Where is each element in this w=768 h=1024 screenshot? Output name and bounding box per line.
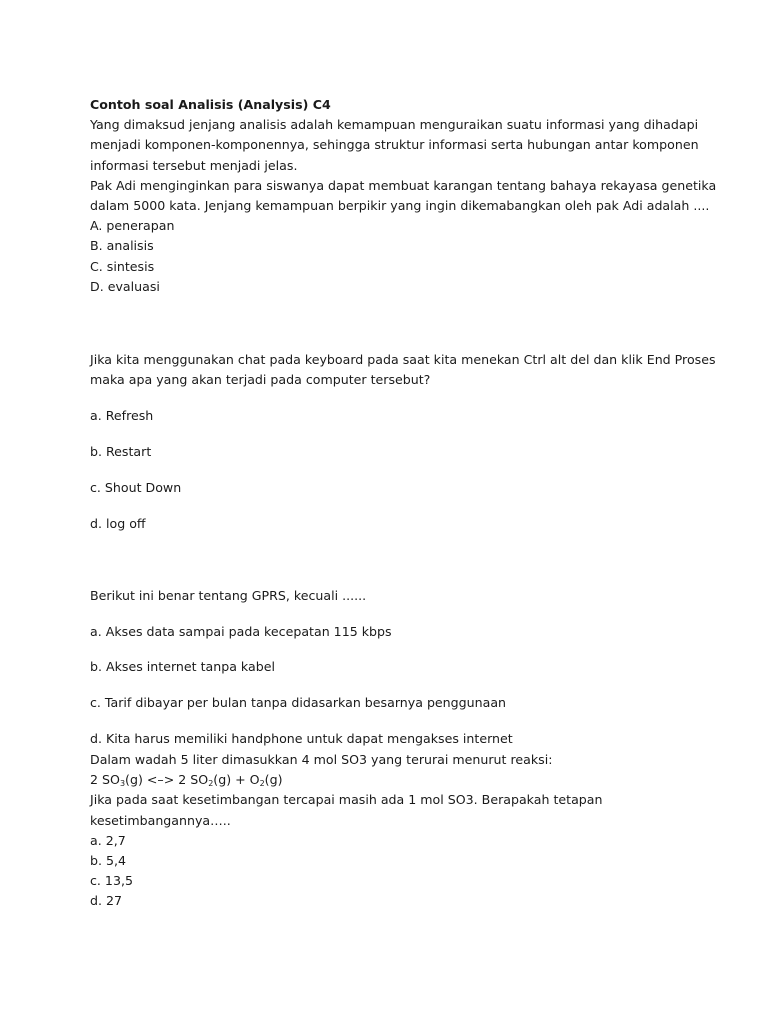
- answer-option: d. log off: [90, 516, 146, 531]
- definition-line: menjadi komponen-komponennya, sehingga struktur informasi serta hubungan antar komponen: [90, 137, 699, 153]
- question-line: Pak Adi menginginkan para siswanya dapat membuat karangan tentang bahaya rekayasa genetika: [90, 177, 717, 193]
- question-2: [90, 350, 716, 390]
- answer-option: b. Akses internet tanpa kabel: [90, 659, 275, 674]
- reaction-part: (g) <–> 2 SO: [125, 772, 209, 788]
- chemical-reaction: [90, 770, 690, 790]
- question-1: [90, 95, 717, 297]
- answer-option: b. 5,4: [90, 853, 127, 869]
- answer-option: a. Akses data sampai pada kecepatan 115 kbps: [90, 624, 392, 639]
- answer-option: d. Kita harus memiliki handphone untuk dapat mengakses internet: [90, 731, 513, 746]
- answer-option: c. 13,5: [90, 873, 133, 889]
- reaction-part: (g) + O: [213, 772, 260, 788]
- answer-option: a. 2,7: [90, 832, 126, 848]
- question-line: Berikut ini benar tentang GPRS, kecuali ......: [90, 588, 367, 603]
- answer-option: C. sintesis: [90, 258, 155, 274]
- answer-option: d. 27: [90, 893, 123, 909]
- section-title: Contoh soal Analisis (Analysis) C4: [90, 97, 331, 112]
- question-line: maka apa yang akan terjadi pada computer tersebut?: [90, 372, 431, 388]
- answer-option: c. Tarif dibayar per bulan tanpa didasarkan besarnya penggunaan: [90, 695, 507, 710]
- answer-option: D. evaluasi: [90, 278, 160, 294]
- answer-option: B. analisis: [90, 238, 154, 254]
- reaction-part: (g): [264, 772, 283, 788]
- answer-option: A. penerapan: [90, 218, 175, 234]
- question-intro: Dalam wadah 5 liter dimasukkan 4 mol SO3 yang terurai menurut reaksi:: [90, 752, 553, 767]
- answer-option: c. Shout Down: [90, 480, 182, 495]
- question-4: [90, 750, 690, 912]
- answer-option: b. Restart: [90, 444, 152, 459]
- question-line: Jika kita menggunakan chat pada keyboard pada saat kita menekan Ctrl alt del dan klik End Proses: [90, 352, 716, 367]
- question-line: kesetimbangannya…..: [90, 812, 231, 828]
- answer-option: a. Refresh: [90, 408, 154, 423]
- subscript: 2: [259, 779, 265, 789]
- subscript: 3: [119, 779, 126, 789]
- question-line: dalam 5000 kata. Jenjang kemampuan berpikir yang ingin dikemabangkan oleh pak Adi adalah ....: [90, 198, 710, 214]
- definition-line: informasi tersebut menjadi jelas.: [90, 157, 298, 173]
- question-line: Jika pada saat kesetimbangan tercapai masih ada 1 mol SO3. Berapakah tetapan: [90, 792, 603, 808]
- reaction-part: 2 SO: [90, 772, 120, 788]
- definition-line: Yang dimaksud jenjang analisis adalah kemampuan menguraikan suatu informasi yang dihadapi: [90, 117, 699, 133]
- subscript: 2: [208, 779, 214, 789]
